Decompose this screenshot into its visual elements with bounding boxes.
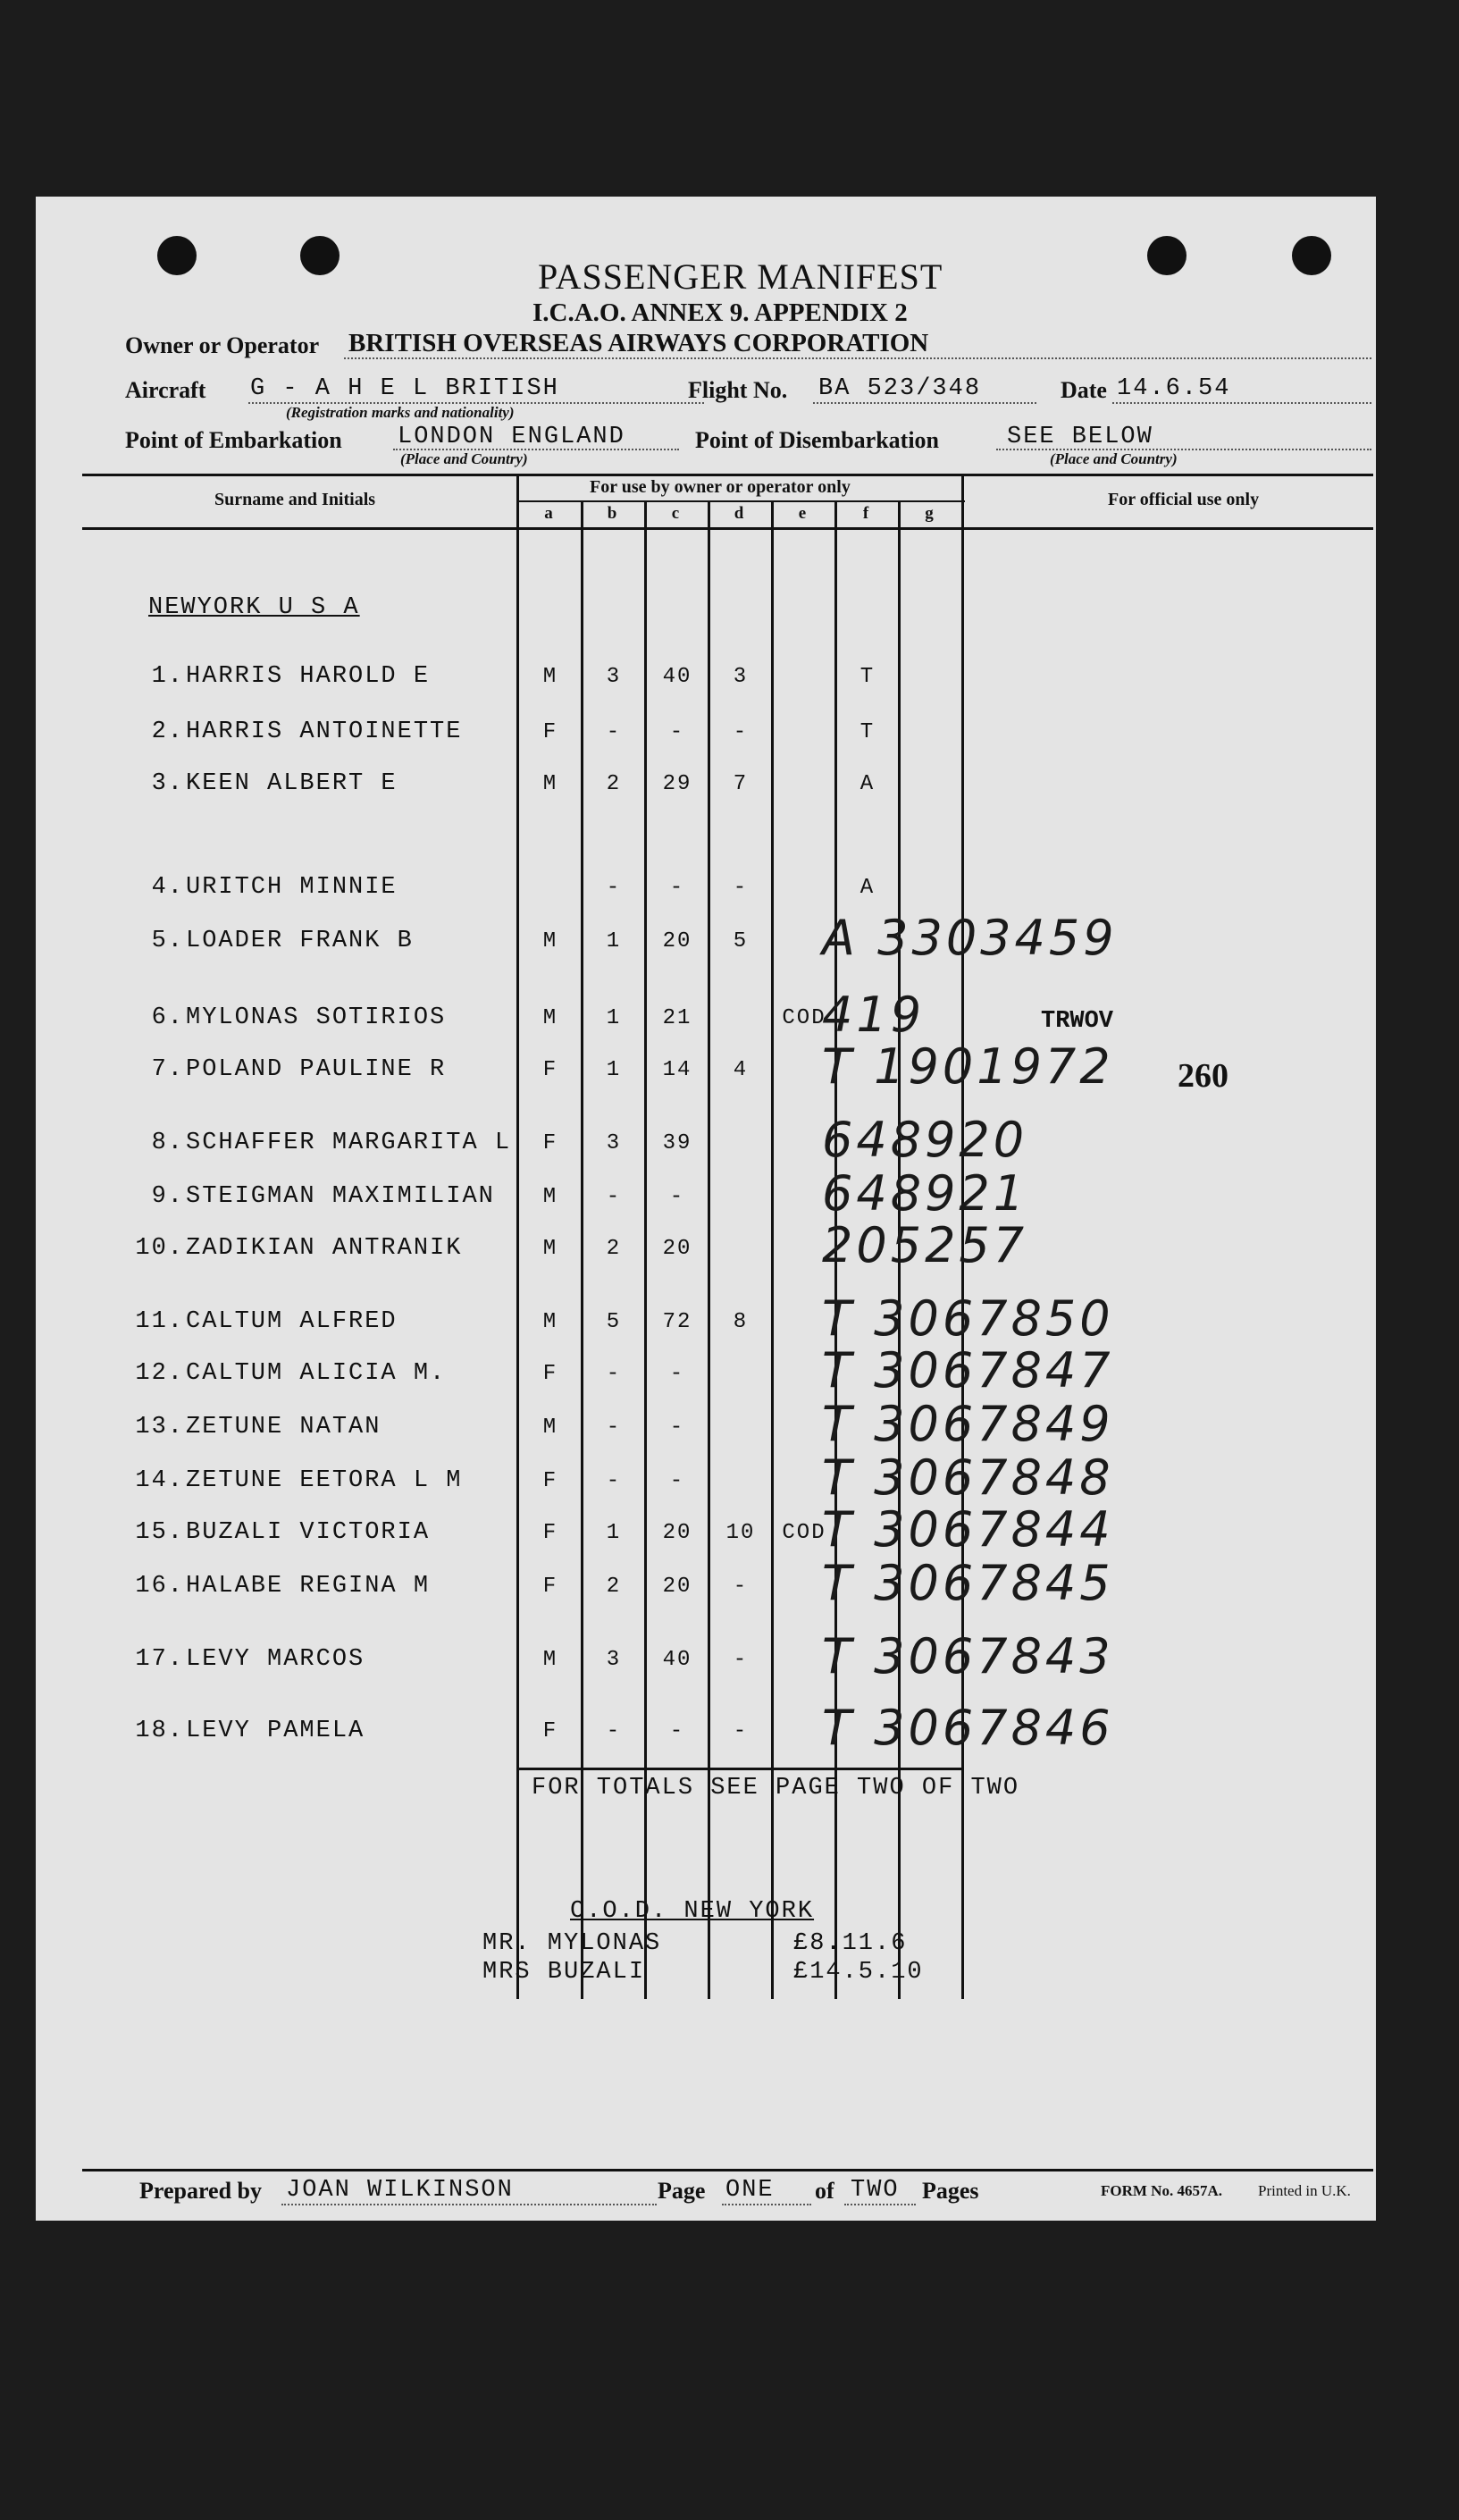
cell-c: 21 (662, 1006, 692, 1030)
row-number: 9. (151, 1183, 184, 1210)
embark-value: LONDON ENGLAND (398, 424, 625, 450)
passenger-name: CALTUM ALFRED (186, 1308, 398, 1335)
cell-b: 3 (606, 665, 622, 689)
cell-b: - (606, 720, 622, 744)
printed-in: Printed in U.K. (1258, 2182, 1351, 2199)
owner-label: Owner or Operator (125, 332, 320, 358)
cell-a: F (542, 1469, 558, 1493)
dotted-line (722, 2204, 811, 2205)
handwritten-ticket-number: T 3067843 (822, 1628, 1114, 1684)
disembark-value: SEE BELOW (1007, 424, 1153, 450)
cell-a: M (542, 772, 558, 796)
aircraft-label: Aircraft (125, 377, 206, 403)
cell-a: M (542, 665, 558, 689)
cell-b: 2 (606, 772, 622, 796)
owner-use-header: For use by owner or operator only (590, 477, 851, 497)
handwritten-ticket-number: T 3067850 (822, 1290, 1114, 1347)
pages-label: Pages (922, 2178, 979, 2204)
cell-d: - (733, 1648, 749, 1672)
totals-note: FOR TOTALS SEE PAGE TWO OF TWO (532, 1775, 1020, 1802)
passenger-name: LEVY MARCOS (186, 1646, 365, 1673)
row-number: 5. (151, 928, 184, 954)
dotted-line (393, 449, 679, 450)
flight-value: BA 523/348 (818, 375, 982, 402)
passenger-name: KEEN ALBERT E (186, 770, 398, 797)
cell-c: - (669, 1469, 685, 1493)
subcol-c: c (671, 504, 680, 523)
footer-rule (82, 2169, 1373, 2171)
cell-c: 40 (662, 665, 692, 689)
cell-b: - (606, 1185, 622, 1209)
punch-hole (300, 236, 340, 275)
destination-heading: NEWYORK U S A (148, 594, 360, 621)
cell-a: F (542, 720, 558, 744)
subcol-f: f (862, 504, 869, 523)
passenger-name: CALTUM ALICIA M. (186, 1360, 447, 1387)
handwritten-ticket-number: T 1901972 (822, 1038, 1114, 1095)
passenger-name: POLAND PAULINE R (186, 1056, 447, 1083)
cell-e: COD (782, 1521, 826, 1545)
embark-note: (Place and Country) (400, 450, 528, 467)
passenger-name: HARRIS ANTOINETTE (186, 718, 463, 745)
handwritten-ticket-number: T 3067844 (822, 1501, 1114, 1558)
passenger-name: MYLONAS SOTIRIOS (186, 1004, 447, 1031)
punch-hole (1147, 236, 1186, 275)
cell-c: 14 (662, 1058, 692, 1082)
handwritten-ticket-number: A 3303459 (822, 910, 1118, 966)
passenger-name: SCHAFFER MARGARITA L (186, 1130, 512, 1156)
cell-d: 4 (733, 1058, 749, 1082)
punch-hole (1292, 236, 1331, 275)
passenger-name: ZETUNE EETORA L M (186, 1467, 463, 1494)
handwritten-ticket-number: 648921 (822, 1165, 1028, 1222)
official-number: 260 (1178, 1057, 1228, 1095)
cell-a: M (542, 1185, 558, 1209)
official-note: TRWOV (1041, 1008, 1114, 1035)
dotted-line (813, 402, 1036, 404)
cell-c: 20 (662, 1575, 692, 1599)
row-number: 12. (135, 1360, 184, 1387)
cell-c: - (669, 1185, 685, 1209)
cell-d: - (733, 876, 749, 900)
cell-f: T (859, 720, 876, 744)
row-number: 7. (151, 1056, 184, 1083)
cell-c: - (669, 1415, 685, 1440)
cell-b: - (606, 1469, 622, 1493)
cell-a: F (542, 1362, 558, 1386)
cell-d: 3 (733, 665, 749, 689)
cell-b: - (606, 876, 622, 900)
form-title: PASSENGER MANIFEST (538, 256, 943, 297)
cell-c: - (669, 1719, 685, 1743)
of-value: TWO (851, 2177, 900, 2204)
disembark-note: (Place and Country) (1050, 450, 1178, 467)
cell-c: - (669, 876, 685, 900)
row-number: 2. (151, 718, 184, 745)
embark-label: Point of Embarkation (125, 427, 342, 453)
subcol-e: e (798, 504, 807, 523)
handwritten-ticket-number: T 3067845 (822, 1555, 1114, 1611)
cell-c: 39 (662, 1131, 692, 1155)
cell-b: 1 (606, 1521, 622, 1545)
subcol-d: d (734, 504, 744, 523)
cell-d: 8 (733, 1310, 749, 1334)
passenger-name: ZADIKIAN ANTRANIK (186, 1235, 463, 1262)
totals-rule (516, 1768, 963, 1770)
dotted-line (248, 402, 704, 404)
cell-a: F (542, 1719, 558, 1743)
cell-d: - (733, 720, 749, 744)
cell-b: 1 (606, 929, 622, 953)
passenger-name: URITCH MINNIE (186, 874, 398, 901)
handwritten-ticket-number: 205257 (822, 1217, 1028, 1273)
cell-b: - (606, 1362, 622, 1386)
cell-c: - (669, 720, 685, 744)
subcol-b: b (607, 504, 617, 523)
cell-a: M (542, 1237, 558, 1261)
cell-c: 40 (662, 1648, 692, 1672)
manifest-sheet (36, 197, 1376, 2221)
row-number: 18. (135, 1718, 184, 1744)
dotted-line (1112, 402, 1371, 404)
cell-d: - (733, 1719, 749, 1743)
cell-d: 10 (725, 1521, 756, 1545)
handwritten-ticket-number: T 3067848 (822, 1449, 1114, 1506)
aircraft-note: (Registration marks and nationality) (286, 404, 515, 421)
row-number: 16. (135, 1573, 184, 1600)
prepared-value: JOAN WILKINSON (286, 2177, 514, 2204)
of-label: of (815, 2178, 834, 2204)
cell-a: M (542, 1415, 558, 1440)
cell-a: M (542, 1006, 558, 1030)
page-label: Page (658, 2178, 706, 2204)
cell-f: T (859, 665, 876, 689)
row-number: 4. (151, 874, 184, 901)
row-number: 10. (135, 1235, 184, 1262)
prepared-label: Prepared by (139, 2178, 262, 2204)
dotted-line (844, 2204, 916, 2205)
form-subtitle: I.C.A.O. ANNEX 9. APPENDIX 2 (532, 298, 908, 327)
cell-b: 3 (606, 1648, 622, 1672)
cod-amount-2: £14.5.10 (793, 1959, 924, 1986)
cell-c: 72 (662, 1310, 692, 1334)
cod-amount-1: £8.11.6 (793, 1930, 908, 1957)
row-number: 15. (135, 1519, 184, 1546)
cell-a: F (542, 1575, 558, 1599)
table-header-rule (82, 527, 1373, 530)
cell-b: - (606, 1719, 622, 1743)
passenger-name: STEIGMAN MAXIMILIAN (186, 1183, 495, 1210)
aircraft-value: G - A H E L BRITISH (250, 375, 559, 402)
handwritten-ticket-number: T 3067846 (822, 1700, 1114, 1756)
cell-b: 1 (606, 1006, 622, 1030)
cell-c: - (669, 1362, 685, 1386)
cell-a: M (542, 929, 558, 953)
cell-d: 7 (733, 772, 749, 796)
handwritten-ticket-number: 419 (822, 987, 926, 1043)
passenger-name: BUZALI VICTORIA (186, 1519, 431, 1546)
cell-d: - (733, 1575, 749, 1599)
surname-header: Surname and Initials (214, 490, 376, 509)
cell-a: M (542, 1648, 558, 1672)
passenger-name: HARRIS HAROLD E (186, 663, 431, 690)
cod-name-2: MRS BUZALI (482, 1959, 646, 1986)
subcol-a: a (544, 504, 553, 523)
handwritten-ticket-number: T 3067849 (822, 1396, 1114, 1452)
cell-d: 5 (733, 929, 749, 953)
disembark-label: Point of Disembarkation (695, 427, 939, 453)
cell-a: F (542, 1521, 558, 1545)
cell-c: 20 (662, 929, 692, 953)
passenger-name: LOADER FRANK B (186, 928, 414, 954)
row-number: 1. (151, 663, 184, 690)
cell-c: 29 (662, 772, 692, 796)
passenger-name: LEVY PAMELA (186, 1718, 365, 1744)
cell-f: A (859, 772, 876, 796)
passenger-name: ZETUNE NATAN (186, 1414, 382, 1441)
row-number: 13. (135, 1414, 184, 1441)
row-number: 14. (135, 1467, 184, 1494)
cell-b: - (606, 1415, 622, 1440)
cell-a: F (542, 1131, 558, 1155)
dotted-line (344, 357, 1371, 359)
cod-name-1: MR. MYLONAS (482, 1930, 662, 1957)
page-value: ONE (725, 2177, 775, 2204)
cell-b: 2 (606, 1575, 622, 1599)
table-top-rule (82, 474, 1373, 476)
cell-f: A (859, 876, 876, 900)
punch-hole (157, 236, 197, 275)
flight-label: Flight No. (688, 377, 788, 403)
column-rule (516, 475, 519, 1999)
cell-b: 1 (606, 1058, 622, 1082)
dotted-line (281, 2204, 657, 2205)
cell-e: COD (782, 1006, 826, 1030)
date-value: 14.6.54 (1117, 375, 1231, 402)
row-number: 3. (151, 770, 184, 797)
cell-c: 20 (662, 1521, 692, 1545)
cell-b: 3 (606, 1131, 622, 1155)
dotted-line (996, 449, 1371, 450)
cod-heading: C.O.D. NEW YORK (570, 1898, 815, 1925)
row-number: 8. (151, 1130, 184, 1156)
owner-value: BRITISH OVERSEAS AIRWAYS CORPORATION (348, 329, 929, 357)
row-number: 17. (135, 1646, 184, 1673)
handwritten-ticket-number: T 3067847 (822, 1342, 1114, 1399)
cell-a: F (542, 1058, 558, 1082)
handwritten-ticket-number: 648920 (822, 1112, 1028, 1168)
row-number: 6. (151, 1004, 184, 1031)
cell-c: 20 (662, 1237, 692, 1261)
subcol-g: g (925, 504, 934, 523)
cell-b: 2 (606, 1237, 622, 1261)
official-use-header: For official use only (1108, 490, 1260, 509)
row-number: 11. (135, 1308, 184, 1335)
cell-b: 5 (606, 1310, 622, 1334)
cell-a: M (542, 1310, 558, 1334)
passenger-name: HALABE REGINA M (186, 1573, 431, 1600)
date-label: Date (1061, 377, 1107, 403)
form-number: FORM No. 4657A. (1101, 2182, 1222, 2199)
